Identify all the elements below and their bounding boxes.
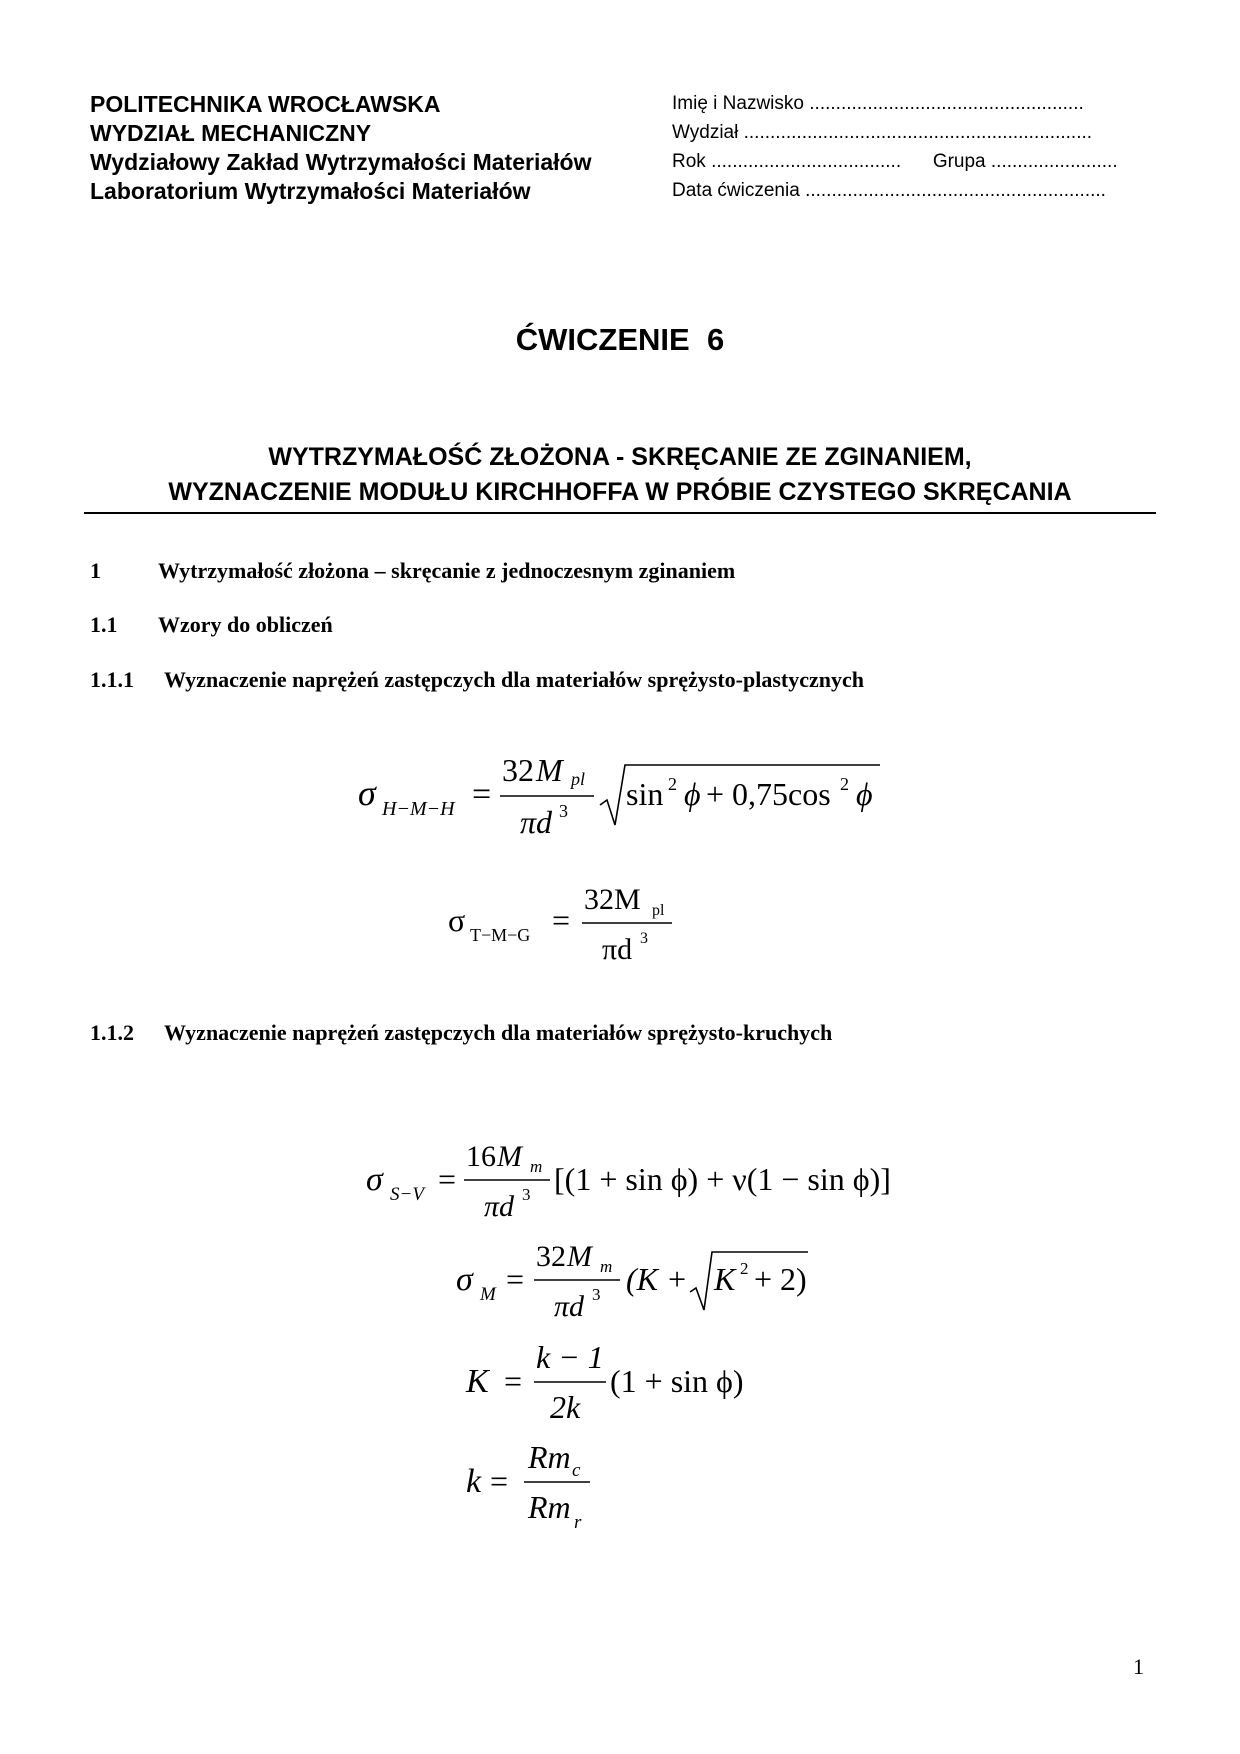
m-paren-open: (K +: [626, 1261, 688, 1297]
m-paren-close: + 2): [754, 1261, 807, 1297]
k-denominator: Rm: [528, 1489, 571, 1525]
date-field[interactable]: [672, 176, 1122, 205]
k-numerator-subscript: c: [572, 1460, 581, 1481]
faculty-dots: ..................................................................: [743, 122, 1093, 143]
m-numerator-subscript: m: [600, 1257, 613, 1276]
heading-1-1-2-number: 1.1.2: [90, 1020, 134, 1045]
sv-denominator: πd: [484, 1190, 515, 1223]
sv-numerator-subscript: m: [530, 1157, 543, 1176]
heading-1-1-1-text: Wyznaczenie naprężeń zastępczych dla materiałów sprężysto-plastycznych: [164, 667, 864, 692]
sigma-symbol: σ: [456, 1261, 473, 1298]
title-line-2: WYZNACZENIE MODUŁU KIRCHHOFFA W PRÓBIE CZYSTEGO SKRĘCANIA: [168, 478, 1072, 506]
hmh-numerator-subscript: pl: [571, 769, 586, 789]
hmh-numerator-variable: M: [536, 752, 563, 788]
tmg-numerator: 32M: [584, 883, 641, 916]
m-subscript: M: [480, 1284, 496, 1305]
tmg-subscript: T−M−G: [470, 925, 531, 945]
sigma-symbol: σ: [448, 902, 466, 938]
hmh-phi-1: ϕ: [684, 776, 701, 812]
student-form: [672, 89, 1122, 205]
name-dots: ....................................................: [809, 93, 1084, 114]
heading-1-text: Wytrzymałość złożona – skręcanie z jednoczesnym zginaniem: [158, 558, 736, 583]
faculty-name: WYDZIAŁ MECHANICZNY: [90, 120, 372, 146]
k-lhs: k: [466, 1463, 482, 1500]
m-radicand-k: K: [714, 1261, 736, 1297]
hmh-denominator: πd: [520, 804, 553, 840]
K-rhs: (1 + sin ϕ): [610, 1363, 744, 1399]
sv-numerator-coefficient: 16: [466, 1140, 496, 1173]
equation-sv: [360, 1134, 900, 1234]
tmg-numerator-subscript: pl: [652, 902, 665, 919]
equation-tmg: [440, 873, 690, 973]
K-lhs: K: [466, 1363, 489, 1400]
equation-hmh: [350, 745, 910, 855]
faculty-label: Wydział: [672, 122, 739, 143]
hmh-sin-exponent: 2: [668, 774, 677, 794]
k-numerator: Rm: [528, 1439, 571, 1475]
year-label: Rok: [672, 151, 706, 172]
sv-numerator-variable: M: [497, 1140, 522, 1173]
exercise-heading: [0, 322, 1240, 358]
sv-bracket-expression: [(1 + sin ϕ) + ν(1 − sin ϕ)]: [554, 1161, 891, 1197]
m-numerator-variable: M: [567, 1240, 592, 1273]
equals-sign: =: [472, 776, 492, 813]
sigma-symbol: σ: [366, 1161, 383, 1198]
K-numerator: k − 1: [536, 1339, 604, 1375]
document-title: [84, 440, 1156, 510]
equals-sign: =: [438, 1161, 457, 1197]
heading-1-number: 1: [90, 558, 101, 583]
sv-subscript: S−V: [390, 1184, 424, 1205]
heading-1-1-1-number: 1.1.1: [90, 667, 134, 692]
hmh-phi-2: ϕ: [856, 776, 873, 812]
year-dots: ....................................: [711, 151, 902, 172]
hmh-subscript: H−M−H: [382, 798, 455, 820]
page-number: 1: [1133, 1654, 1144, 1679]
m-denominator-exponent: 3: [592, 1285, 601, 1304]
equation-m: [450, 1230, 850, 1340]
date-label: Data ćwiczenia: [672, 180, 800, 201]
equals-sign: =: [506, 1261, 525, 1297]
m-radicand-exponent: 2: [740, 1259, 749, 1278]
institution-block: [90, 90, 591, 206]
equals-sign: =: [490, 1463, 509, 1499]
name-label: Imię i Nazwisko: [672, 93, 804, 114]
equation-k: [460, 1430, 660, 1540]
faculty-field[interactable]: [672, 118, 1122, 147]
hmh-sin: sin: [626, 776, 664, 812]
exercise-word: ĆWICZENIE: [515, 322, 690, 357]
group-label: Grupa: [932, 151, 986, 172]
equals-sign: =: [504, 1363, 523, 1399]
laboratory-name: Laboratorium Wytrzymałości Materiałów: [90, 178, 531, 204]
date-dots: .........................................................: [805, 180, 1106, 201]
hmh-denominator-exponent: 3: [559, 801, 568, 821]
title-underline: [84, 512, 1156, 514]
equals-sign: =: [552, 902, 571, 938]
group-dots: ........................: [990, 151, 1118, 172]
tmg-denominator: πd: [602, 933, 633, 966]
hmh-numerator-coefficient: 32: [502, 752, 534, 788]
heading-1-1-number: 1.1: [90, 612, 118, 637]
m-denominator: πd: [554, 1290, 585, 1323]
department-name: Wydziałowy Zakład Wytrzymałości Materiałów: [90, 149, 592, 175]
heading-1-1-2-text: Wyznaczenie naprężeń zastępczych dla materiałów sprężysto-kruchych: [164, 1020, 833, 1045]
k-denominator-subscript: r: [574, 1512, 582, 1533]
name-field[interactable]: [672, 89, 1122, 118]
hmh-cos-term: + 0,75cos: [706, 776, 831, 812]
year-group-field[interactable]: [672, 147, 1122, 176]
university-name: POLITECHNIKA WROCŁAWSKA: [90, 91, 441, 117]
K-denominator: 2k: [550, 1389, 581, 1425]
hmh-cos-exponent: 2: [840, 774, 849, 794]
m-numerator-coefficient: 32: [536, 1240, 566, 1273]
equation-K: [458, 1334, 778, 1434]
tmg-denominator-exponent: 3: [640, 930, 648, 947]
heading-1-1-text: Wzory do obliczeń: [158, 612, 333, 637]
title-line-1: WYTRZYMAŁOŚĆ ZŁOŻONA - SKRĘCANIE ZE ZGINANIEM,: [268, 443, 972, 471]
exercise-number: 6: [706, 322, 725, 357]
sv-denominator-exponent: 3: [522, 1185, 531, 1204]
sigma-symbol: σ: [358, 773, 376, 813]
